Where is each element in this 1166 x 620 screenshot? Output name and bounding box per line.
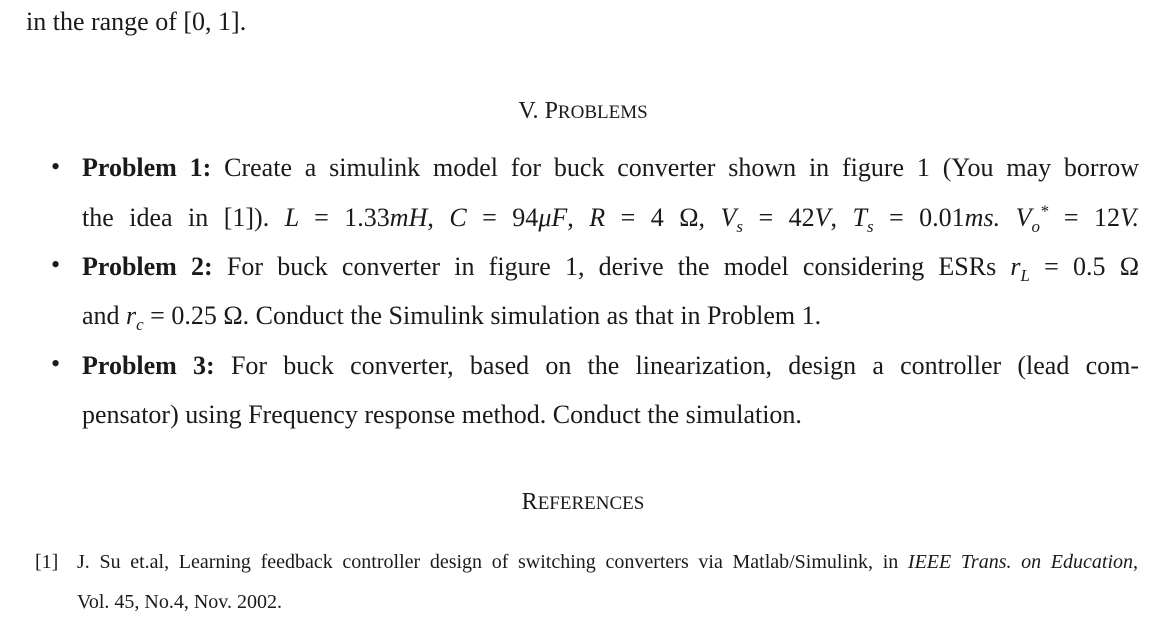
- references-title-rest: EFERENCES: [537, 493, 645, 514]
- bullet-icon: •: [51, 152, 61, 181]
- param-resistance: R = 4 Ω,: [589, 203, 706, 232]
- reference-entry-line-2: Vol. 45, No.4, Nov. 2002.: [77, 591, 283, 613]
- intro-fragment: in the range of [0, 1].: [26, 7, 247, 36]
- bullet-icon: •: [51, 349, 61, 378]
- bullet-icon: •: [51, 250, 61, 279]
- param-inductor-esr: $r_L = 0.5$ Ω: [1010, 252, 1140, 286]
- references-title-initial: R: [521, 489, 538, 515]
- problem-1-line-1: [82, 150, 1139, 186]
- problem-3-label: Problem 3:: [82, 351, 215, 380]
- problem-3-line-1: [82, 348, 1139, 384]
- problem-2-text-2: Conduct the Simulink simulation as that in Problem 1.: [255, 301, 822, 330]
- reference-journal: IEEE Trans. on Education: [907, 551, 1133, 573]
- problem-1-line-2: [82, 200, 1139, 236]
- problem-2-label: Problem 2:: [82, 252, 213, 281]
- problem-3-text: For buck converter, based on the linearization, design a controller (lead com-: [230, 351, 1139, 380]
- param-inductance: L = 1.33mH,: [284, 203, 434, 232]
- param-switching-period: $T_s = 0.01ms$.: [852, 203, 1001, 237]
- problem-1-text-2: the idea in [1]).: [82, 203, 270, 232]
- problem-2-line-1: [82, 249, 1139, 285]
- param-source-voltage: $V_s = 42V$,: [720, 203, 838, 237]
- problem-1-text: Create a simulink model for buck converter shown in figure 1 (You may borrow: [224, 153, 1140, 182]
- problems-title-initial: P: [544, 98, 558, 124]
- param-output-voltage: $V_o^* = 12V$.: [1015, 201, 1140, 237]
- param-capacitance: C = 94μF,: [449, 203, 574, 232]
- reference-entry-line-1: [77, 549, 1138, 575]
- reference-text: J. Su et.al, Learning feedback controller design of switching converters via Matlab/Simulink, in: [77, 551, 899, 573]
- problems-heading: [0, 96, 1166, 128]
- references-heading: [0, 487, 1166, 519]
- section-numeral: V.: [518, 98, 539, 124]
- problem-3-line-2: pensator) using Frequency response method. Conduct the simulation.: [82, 400, 802, 429]
- problem-2-text: For buck converter in figure 1, derive the model considering ESRs: [226, 252, 997, 281]
- param-capacitor-esr: $r_c = 0.25$ Ω.: [126, 301, 250, 335]
- reference-comma: ,: [1133, 551, 1138, 573]
- problem-1-label: Problem 1:: [82, 153, 212, 182]
- problem-2-and: and: [82, 301, 120, 330]
- problems-title-rest: ROBLEMS: [557, 102, 648, 123]
- problem-2-line-2: [82, 298, 821, 334]
- reference-tag: [1]: [35, 551, 59, 573]
